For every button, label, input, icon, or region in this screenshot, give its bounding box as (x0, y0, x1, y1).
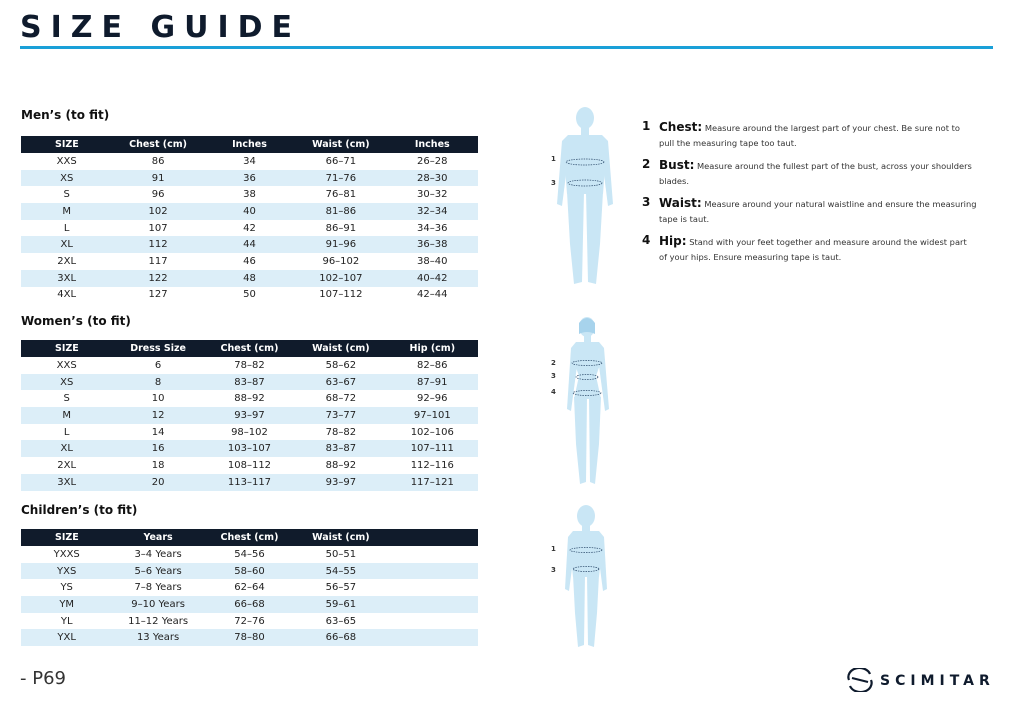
column-header: Waist (cm) (295, 136, 386, 153)
table-cell: 12 (112, 407, 203, 424)
table-cell: 54–56 (234, 548, 265, 560)
table-cell: M (21, 203, 112, 220)
table-cell: 96–102 (322, 255, 360, 267)
table-cell: 112–116 (410, 459, 454, 471)
table-cell: 78–80 (204, 629, 295, 646)
definition-term: Waist: (659, 196, 702, 210)
table-cell: 9–10 Years (112, 596, 203, 613)
table-cell: 97–101 (387, 407, 478, 424)
definition-waist (642, 196, 977, 227)
table-header-row (21, 529, 478, 546)
table-cell: 36 (204, 170, 295, 187)
table-cell: 88–92 (234, 393, 265, 405)
table-cell: 86–91 (325, 222, 357, 234)
table-cell: 78–82 (325, 426, 357, 438)
table-row (21, 629, 478, 646)
table-cell: 59–61 (295, 596, 386, 613)
table-cell (387, 596, 478, 613)
table-cell: 56–57 (325, 582, 357, 594)
brand-name: SCIMITAR (880, 673, 995, 689)
table-cell: 38 (243, 189, 256, 201)
table-cell: 73–77 (295, 407, 386, 424)
page-number: - P69 (20, 668, 66, 689)
table-cell: 112 (112, 236, 203, 253)
column-header: Dress Size (112, 340, 203, 357)
table-row (21, 579, 478, 596)
definition-term: Bust: (659, 158, 695, 172)
table-row (21, 407, 478, 424)
table-cell: 8 (112, 374, 203, 391)
male-figure-illustration (553, 104, 617, 288)
table-cell: 3XL (21, 270, 112, 287)
definition-text: Stand with your feet together and measure around the widest part of your hips. Ensure measuring tape is taut. (659, 237, 967, 262)
definition-text: Measure around your natural waistline and ensure the measuring tape is taut. (659, 199, 977, 224)
table-cell: L (63, 426, 70, 438)
table-row (21, 236, 478, 253)
table-row (21, 390, 478, 407)
female-waist-marker: 3 (551, 372, 556, 380)
page-title: SIZE GUIDE (20, 10, 302, 45)
table-cell: 93–97 (295, 474, 386, 491)
table-cell: 18 (151, 459, 165, 471)
table-cell: 7–8 Years (134, 582, 182, 594)
table-cell: XXS (56, 359, 77, 371)
column-header: Hip (cm) (387, 340, 478, 357)
table-cell: S (63, 189, 70, 201)
table-cell: 82–86 (417, 359, 448, 371)
table-cell: 3–4 Years (134, 548, 182, 560)
definition-number: 2 (642, 157, 651, 171)
table-cell: 20 (112, 474, 203, 491)
table-cell: 26–28 (417, 155, 448, 167)
table-cell: 117–121 (387, 474, 478, 491)
table-cell: 108–112 (227, 459, 272, 471)
column-header: Chest (cm) (204, 529, 295, 546)
column-header: Inches (387, 136, 478, 153)
table-cell: 107–111 (387, 440, 478, 457)
table-cell: 68–72 (325, 393, 357, 405)
table-cell: YXL (21, 629, 112, 646)
table-cell: 93–97 (204, 407, 295, 424)
definition-term: Chest: (659, 120, 703, 134)
column-header: Chest (cm) (112, 136, 203, 153)
table-cell: 113–117 (204, 474, 295, 491)
table-cell: 71–76 (295, 170, 386, 187)
female-hip-marker: 4 (551, 388, 556, 396)
table-cell: 122 (112, 270, 203, 287)
table-cell: 98–102 (231, 426, 268, 438)
table-cell: XXS (56, 155, 77, 167)
table-cell: 34–36 (417, 222, 448, 234)
table-cell: 107–112 (319, 289, 363, 301)
table-cell: YL (60, 615, 73, 627)
male-waist-marker: 3 (551, 179, 556, 187)
table-row (21, 596, 478, 613)
table-cell: 11–12 Years (128, 615, 189, 627)
table-row (21, 287, 478, 304)
table-cell (387, 613, 478, 630)
table-cell: 13 Years (112, 629, 203, 646)
table-cell: 16 (112, 440, 203, 457)
table-cell: 107 (148, 222, 168, 234)
table-cell: 46 (243, 255, 256, 267)
table-cell: YS (60, 582, 73, 594)
womens-size-table (21, 340, 478, 491)
column-header: Waist (cm) (295, 340, 386, 357)
table-header-row (21, 136, 478, 153)
mens-size-table (21, 136, 478, 303)
definition-hip (642, 234, 977, 265)
child-figure-illustration (562, 503, 610, 649)
table-cell: 102–107 (295, 270, 386, 287)
table-cell: 58–62 (325, 359, 357, 371)
measurement-definitions (642, 120, 977, 272)
table-cell: 91–96 (295, 236, 386, 253)
male-chest-marker: 1 (551, 155, 556, 163)
table-cell: 10 (151, 393, 165, 405)
table-cell: 4XL (57, 289, 77, 301)
table-cell: XS (21, 170, 112, 187)
table-cell: 42–44 (417, 289, 448, 301)
table-cell: 76–81 (325, 189, 357, 201)
title-divider (20, 46, 993, 49)
table-row (21, 357, 478, 374)
table-cell: 103–107 (204, 440, 295, 457)
column-header: SIZE (21, 340, 112, 357)
table-cell: 2XL (57, 255, 77, 267)
table-row (21, 440, 478, 457)
child-waist-marker: 3 (551, 566, 556, 574)
table-cell: 34 (243, 155, 256, 167)
table-cell: 2XL (57, 459, 77, 471)
table-cell (387, 546, 478, 563)
table-cell: 117 (148, 255, 168, 267)
table-row (21, 220, 478, 237)
table-row (21, 153, 478, 170)
table-cell: YXXS (53, 548, 80, 560)
table-cell: XL (21, 440, 112, 457)
column-header: Years (112, 529, 203, 546)
table-cell: 88–92 (325, 459, 357, 471)
table-cell: S (63, 393, 70, 405)
table-cell: 50–51 (325, 548, 357, 560)
table-row (21, 457, 478, 474)
table-row (21, 253, 478, 270)
table-cell: 92–96 (417, 393, 448, 405)
definition-number: 3 (642, 195, 651, 209)
table-cell: 81–86 (295, 203, 386, 220)
table-cell: 48 (204, 270, 295, 287)
children-size-table (21, 529, 478, 646)
column-header: Chest (cm) (204, 340, 295, 357)
child-chest-marker: 1 (551, 545, 556, 553)
column-header (387, 529, 478, 546)
table-cell: 36–38 (387, 236, 478, 253)
table-header-row (21, 340, 478, 357)
table-cell: 40–42 (387, 270, 478, 287)
womens-section-title: Women’s (to fit) (21, 314, 131, 328)
table-cell: 66–71 (325, 155, 357, 167)
table-cell: YXS (21, 563, 112, 580)
table-cell: YM (21, 596, 112, 613)
definition-bust (642, 158, 977, 189)
table-cell: 63–65 (325, 615, 357, 627)
table-row (21, 563, 478, 580)
table-cell (387, 629, 478, 646)
table-row (21, 424, 478, 441)
table-cell: 86 (151, 155, 165, 167)
table-cell: 102 (112, 203, 203, 220)
table-row (21, 270, 478, 287)
definition-number: 4 (642, 233, 651, 247)
mens-section-title: Men’s (to fit) (21, 108, 110, 122)
column-header: SIZE (21, 529, 112, 546)
table-row (21, 186, 478, 203)
table-cell: 54–55 (295, 563, 386, 580)
table-cell: M (21, 407, 112, 424)
scimitar-logo-icon (846, 668, 874, 692)
table-row (21, 170, 478, 187)
table-cell: 63–67 (295, 374, 386, 391)
table-cell: 32–34 (387, 203, 478, 220)
column-header: Waist (cm) (295, 529, 386, 546)
definition-term: Hip: (659, 234, 687, 248)
table-cell: 66–68 (204, 596, 295, 613)
table-cell: 102–106 (410, 426, 454, 438)
table-cell: XL (21, 236, 112, 253)
table-cell: 6 (154, 359, 162, 371)
table-cell: 5–6 Years (112, 563, 203, 580)
column-header: SIZE (21, 136, 112, 153)
definition-chest (642, 120, 977, 151)
table-cell: 3XL (21, 474, 112, 491)
definition-text: Measure around the largest part of your chest. Be sure not to pull the measuring tape too taut. (659, 123, 960, 148)
column-header: Inches (204, 136, 295, 153)
children-section-title: Children’s (to fit) (21, 503, 138, 517)
table-cell: 91 (112, 170, 203, 187)
table-cell: 42 (243, 222, 256, 234)
table-cell: 62–64 (234, 582, 265, 594)
table-cell: 83–87 (204, 374, 295, 391)
table-row (21, 203, 478, 220)
female-bust-marker: 2 (551, 359, 556, 367)
table-cell: 28–30 (387, 170, 478, 187)
table-cell: 14 (151, 426, 165, 438)
table-cell (387, 579, 478, 596)
table-cell: L (63, 222, 70, 234)
table-cell: 127 (148, 289, 168, 301)
table-row (21, 474, 478, 491)
table-cell: 72–76 (234, 615, 265, 627)
table-cell: 83–87 (295, 440, 386, 457)
table-row (21, 374, 478, 391)
table-cell: 66–68 (295, 629, 386, 646)
table-row (21, 546, 478, 563)
definition-number: 1 (642, 119, 651, 133)
table-cell: 30–32 (417, 189, 448, 201)
table-cell: 50 (243, 289, 256, 301)
table-row (21, 613, 478, 630)
table-cell: 38–40 (417, 255, 448, 267)
table-cell: XS (21, 374, 112, 391)
definition-text: Measure around the fullest part of the bust, across your shoulders blades. (659, 161, 972, 186)
table-cell (387, 563, 478, 580)
table-cell: 58–60 (204, 563, 295, 580)
table-cell: 96 (151, 189, 165, 201)
table-cell: 44 (204, 236, 295, 253)
table-cell: 40 (204, 203, 295, 220)
table-cell: 87–91 (387, 374, 478, 391)
female-figure-illustration (565, 314, 611, 486)
table-cell: 78–82 (234, 359, 265, 371)
